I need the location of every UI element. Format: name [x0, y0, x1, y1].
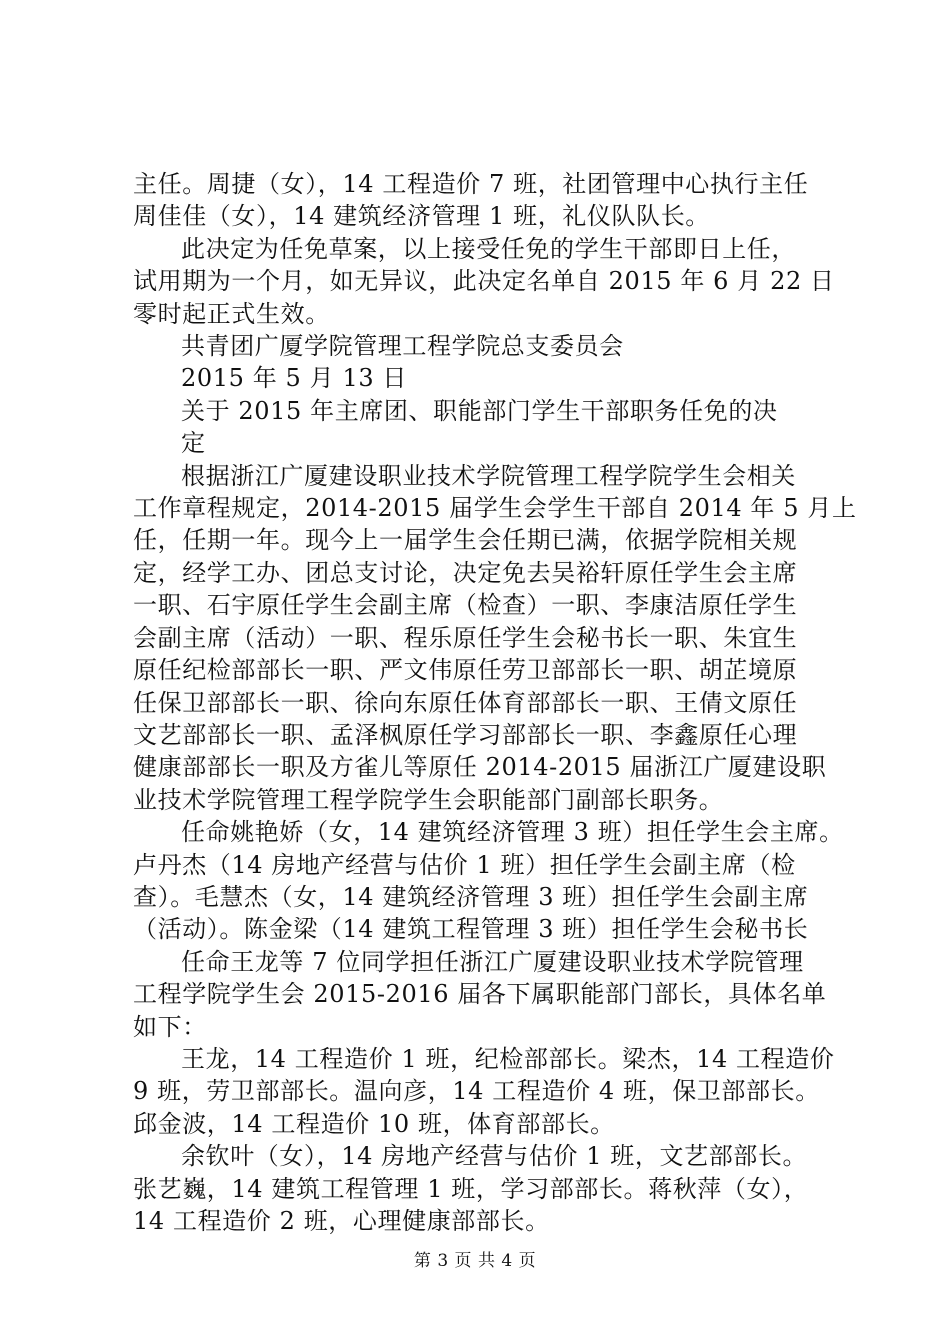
body-line: 周佳佳（女），14 建筑经济管理 1 班，礼仪队队长。 — [133, 202, 710, 231]
body-line: 卢丹杰（14 房地产经营与估价 1 班）担任学生会副主席（检 — [133, 850, 796, 879]
body-line: （活动）。陈金梁（14 建筑工程管理 3 班）担任学生会秘书长 — [133, 915, 809, 944]
document-body — [133, 168, 857, 1237]
page-number-footer: 第 3 页 共 4 页 — [413, 1251, 537, 1271]
body-line: 主任。周捷（女），14 工程造价 7 班，社团管理中心执行主任 — [133, 170, 809, 198]
body-line: 一职、石宇原任学生会副主席（检查）一职、李康洁原任学生 — [133, 591, 798, 620]
body-line: 9 班，劳卫部部长。温向彦，14 工程造价 4 班，保卫部部长。 — [133, 1077, 820, 1106]
body-line: 任，任期一年。现今上一届学生会任期已满，依据学院相关规 — [133, 526, 798, 555]
body-line: 王龙，14 工程造价 1 班，纪检部部长。梁杰，14 工程造价 — [181, 1044, 835, 1073]
date-line: 2015 年 5 月 13 日 — [181, 364, 408, 393]
body-line: 定，经学工办、团总支讨论，决定免去吴裕轩原任学生会主席 — [133, 558, 798, 587]
body-line: 健康部部长一职及方雀儿等原任 2014-2015 届浙江广厦建设职 — [133, 753, 827, 782]
body-line: 任保卫部部长一职、徐向东原任体育部部长一职、王倩文原任 — [133, 688, 798, 717]
body-line: 如下： — [133, 1012, 207, 1041]
body-line: 任命姚艳娇（女，14 建筑经济管理 3 班）担任学生会主席。 — [181, 818, 844, 847]
body-line: 邱金波，14 工程造价 10 班，体育部部长。 — [133, 1109, 615, 1138]
body-line: 张艺巍，14 建筑工程管理 1 班，学习部部长。蒋秋萍（女）， — [133, 1174, 809, 1203]
body-line: 工作章程规定，2014-2015 届学生会学生干部自 2014 年 5 月上 — [133, 494, 857, 523]
body-line: 14 工程造价 2 班，心理健康部部长。 — [133, 1207, 550, 1235]
body-line: 业技术学院管理工程学院学生会职能部门副部长职务。 — [133, 785, 724, 814]
body-line: 此决定为任免草案，以上接受任免的学生干部即日上任， — [181, 234, 796, 263]
issuer-line: 共青团广厦学院管理工程学院总支委员会 — [181, 332, 624, 361]
body-line: 文艺部部长一职、孟泽枫原任学习部部长一职、李鑫原任心理 — [133, 720, 798, 749]
body-line: 原任纪检部部长一职、严文伟原任劳卫部部长一职、胡芷境原 — [133, 656, 798, 685]
body-line: 余钦叶（女），14 房地产经营与估价 1 班，文艺部部长。 — [181, 1142, 808, 1171]
body-line: 根据浙江广厦建设职业技术学院管理工程学院学生会相关 — [181, 461, 796, 490]
body-line: 工程学院学生会 2015-2016 届各下属职能部门部长，具体名单 — [133, 980, 827, 1009]
body-line: 试用期为一个月，如无异议，此决定名单自 2015 年 6 月 22 日 — [133, 267, 835, 296]
body-line: 任命王龙等 7 位同学担任浙江广厦建设职业技术学院管理 — [181, 947, 804, 976]
body-line: 查）。毛慧杰（女，14 建筑经济管理 3 班）担任学生会副主席 — [133, 882, 809, 911]
section-title: 关于 2015 年主席团、职能部门学生干部职务任免的决 — [181, 396, 778, 425]
body-line: 会副主席（活动）一职、程乐原任学生会秘书长一职、朱宜生 — [133, 623, 798, 652]
section-title-continued: 定 — [181, 429, 206, 458]
body-line: 零时起正式生效。 — [133, 299, 330, 328]
